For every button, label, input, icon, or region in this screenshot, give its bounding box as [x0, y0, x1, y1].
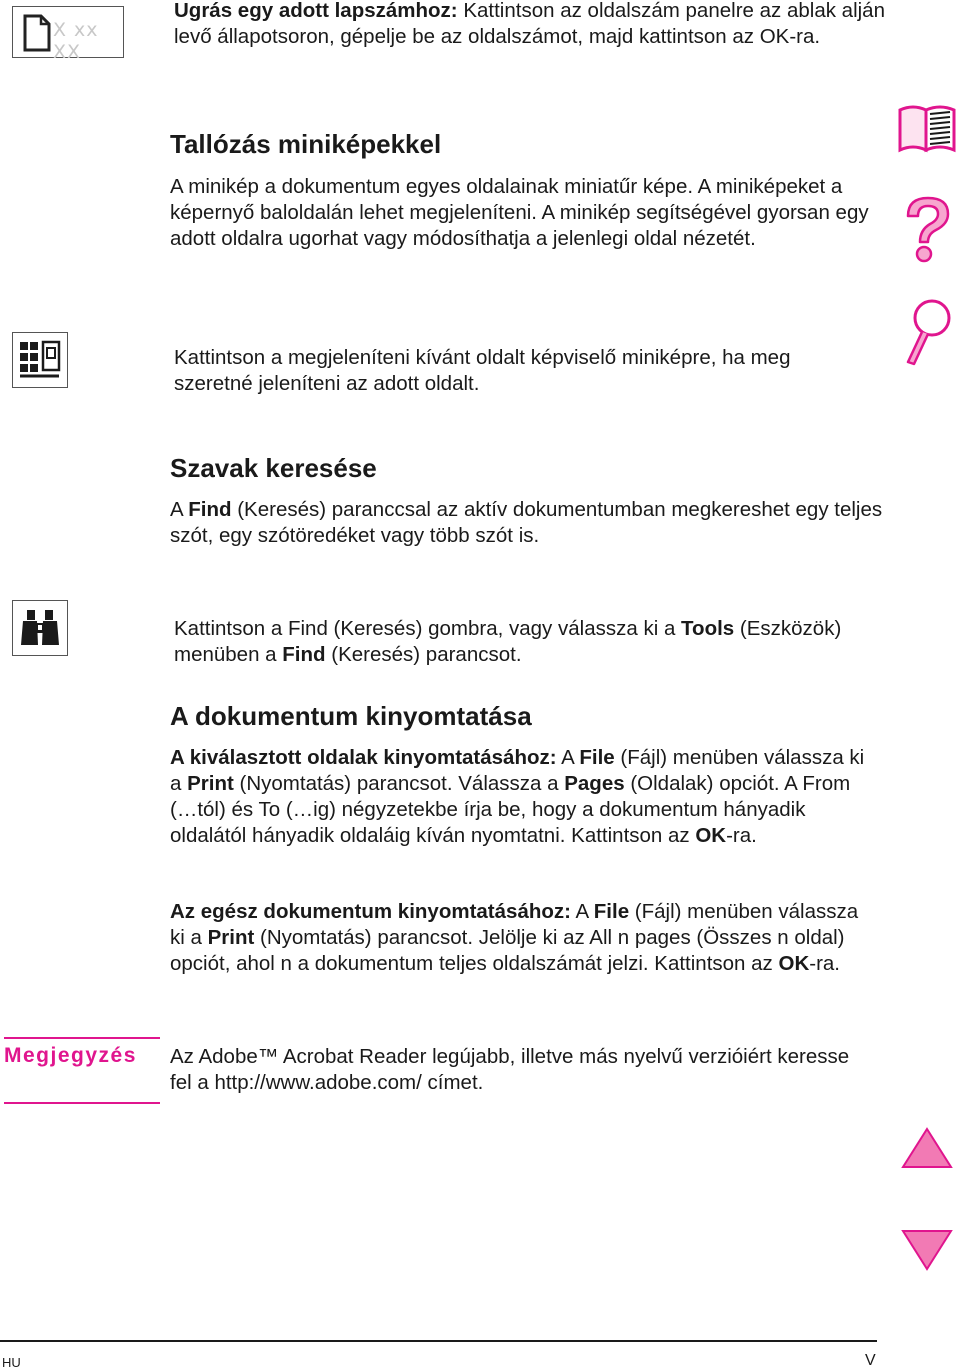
print-p2-b: (Fájl) menüben válassza ki a — [170, 900, 859, 949]
search-body — [170, 497, 890, 549]
help-question-icon[interactable] — [900, 194, 956, 266]
print-selected-paragraph — [170, 745, 875, 849]
print-p1-b: (Fájl) menüben válassza ki a — [170, 746, 865, 795]
thumbnails-body: A minikép a dokumentum egyes oldalainak miniatűr képe. A miniképeket a képernyő baloldalán lehet megjeleníteni. A minikép segítségével gyorsan egy adott oldalra ugorhat vagy módosíthatja a jelenlegi oldal nézetét. — [170, 175, 869, 250]
search-magnifier-icon[interactable] — [900, 296, 956, 368]
search-instr-tools: Tools — [681, 617, 735, 640]
print-p2-lead: Az egész dokumentum kinyomtatásához: — [170, 900, 571, 923]
print-p1-pages: Pages — [564, 772, 625, 795]
note-label: Megjegyzés — [4, 1044, 137, 1067]
footer-page-number: V — [865, 1352, 876, 1369]
search-instruction — [174, 616, 894, 668]
binoculars-icon — [17, 607, 63, 649]
page-number-icon-box — [12, 6, 124, 63]
print-p1-e: -ra. — [726, 824, 757, 847]
note-rule-top — [4, 1037, 160, 1039]
print-p2-a: A — [570, 900, 594, 923]
search-heading: Szavak keresése — [170, 453, 377, 483]
search-instr-find: Find — [282, 643, 326, 666]
search-instr-pre: Kattintson a Find (Keresés) gombra, vagy válassza ki a — [174, 617, 682, 640]
print-p1-a: A — [556, 746, 580, 769]
thumbnails-icon — [16, 336, 64, 384]
print-p1-c: (Nyomtatás) parancsot. Válassza a — [233, 772, 565, 795]
note-text: Az Adobe™ Acrobat Reader legújabb, illetve más nyelvű verzióiért keresse fel a http://www.adobe.com/ címet. — [170, 1045, 850, 1094]
footer-rule — [0, 1340, 877, 1342]
print-p1-d: (Oldalak) opciót. A From (…tól) és To (…ig) négyzetekbe írja be, hogy a dokumentum hányadik oldalától hányadik oldaláig kíván nyomtatni. Kattintson az — [170, 772, 851, 847]
print-p2-c: (Nyomtatás) parancsot. Jelölje ki az All n pages (Összes n oldal) opciót, ahol n a dokumentum teljes oldalszámát jelzi. Kattintson az — [170, 926, 845, 975]
print-p1-lead: A kiválasztott oldalak kinyomtatásához: — [170, 746, 557, 769]
footer-language: HU — [2, 1355, 21, 1370]
search-body-find: Find — [188, 498, 232, 521]
find-icon-box — [12, 600, 68, 656]
print-p2-print: Print — [207, 926, 255, 949]
goto-page-text: Kattintson az oldalszám panelre az ablak alján levő állapotsoron, gépelje be az oldalszámot, majd kattintson az OK-ra. — [174, 0, 885, 48]
search-instr-mid: (Eszközök) menüben a — [174, 617, 842, 666]
print-p2-d: -ra. — [809, 952, 840, 975]
previous-page-arrow-icon[interactable] — [900, 1126, 954, 1170]
print-p1-file: File — [579, 746, 615, 769]
print-p2-file: File — [593, 900, 630, 923]
next-page-arrow-icon[interactable] — [900, 1228, 954, 1272]
thumbnails-icon-box — [12, 332, 68, 388]
print-p1-print: Print — [187, 772, 234, 795]
search-instr-post: (Keresés) parancsot. — [325, 643, 522, 666]
goto-page-lead: Ugrás egy adott lapszámhoz: — [174, 0, 458, 22]
thumbnails-heading: Tallózás miniképekkel — [170, 129, 442, 159]
print-heading: A dokumentum kinyomtatása — [170, 701, 532, 731]
note-rule-bottom — [4, 1102, 160, 1104]
thumbnails-instruction: Kattintson a megjeleníteni kívánt oldalt képviselő miniképre, ha meg szeretné jeleníteni az adott oldalt. — [174, 346, 791, 395]
print-p1-ok: OK — [695, 824, 727, 847]
search-body-pre: A — [170, 498, 189, 521]
print-all-paragraph — [170, 899, 875, 977]
page-number-placeholder: X xx XX — [53, 19, 99, 63]
goto-page-paragraph — [174, 0, 894, 50]
search-body-post: (Keresés) paranccsal az aktív dokumentumban megkereshet egy teljes szót, egy szótöredéket vagy több szót is. — [170, 498, 883, 547]
print-p2-ok: OK — [778, 952, 810, 975]
contents-book-icon[interactable] — [896, 100, 958, 156]
